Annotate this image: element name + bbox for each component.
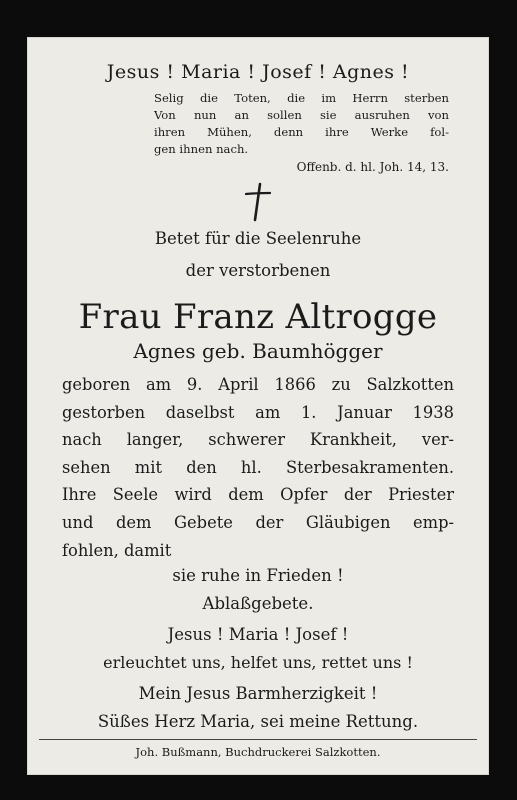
prayer-line-2: Mein Jesus Barmherzigkeit ! (138, 684, 378, 703)
birth-name: Agnes geb. Baumhögger (133, 339, 383, 363)
body-line-4: sehen mit den hl. Sterbesakramenten. (62, 457, 454, 477)
body-line-2: gestorben daselbst am 1. Januar 1938 (62, 402, 454, 422)
cross-icon (241, 182, 275, 222)
verse-line-4: gen ihnen nach. (154, 142, 249, 156)
body-line-3: nach langer, schwerer Krankheit, ver- (62, 430, 454, 450)
printer-imprint: Joh. Bußmann, Buchdruckerei Salzkotten. (135, 745, 381, 759)
body-line-7: fohlen, damit (62, 540, 172, 560)
verse-citation: Offenb. d. hl. Joh. 14, 13. (296, 160, 449, 174)
header-invocation: Jesus ! Maria ! Josef ! Agnes ! (106, 61, 410, 83)
body-line-1: geboren am 9. April 1866 zu Salzkotten (62, 375, 454, 394)
memorial-card (27, 37, 489, 775)
prayer-invocation: Jesus ! Maria ! Josef ! (167, 625, 349, 644)
prayer-line-3: Süßes Herz Maria, sei meine Rettung. (97, 712, 419, 731)
intro-line-2: der verstorbenen (185, 261, 331, 280)
bible-verse (154, 90, 449, 158)
verse-line-2: Von nun an sollen sie ausruhen von (154, 108, 449, 122)
body-line-5: Ihre Seele wird dem Opfer der Priester (62, 485, 454, 505)
body-line-6: und dem Gebete der Gläubigen emp- (62, 512, 454, 532)
verse-line-3: ihren Mühen, denn ihre Werke fol- (154, 125, 449, 139)
intro-line-1: Betet für die Seelenruhe (154, 229, 362, 248)
prayer-line-1: erleuchtet uns, helfet uns, rettet uns ! (103, 653, 413, 672)
deceased-name: Frau Franz Altrogge (78, 297, 438, 337)
verse-line-1: Selig die Toten, die im Herrn sterben (154, 91, 449, 105)
biography-paragraph (62, 371, 454, 564)
rest-in-peace: sie ruhe in Frieden ! (172, 566, 344, 585)
indulgence-prayers-title: Ablaßgebete. (202, 594, 314, 613)
divider (39, 739, 477, 740)
